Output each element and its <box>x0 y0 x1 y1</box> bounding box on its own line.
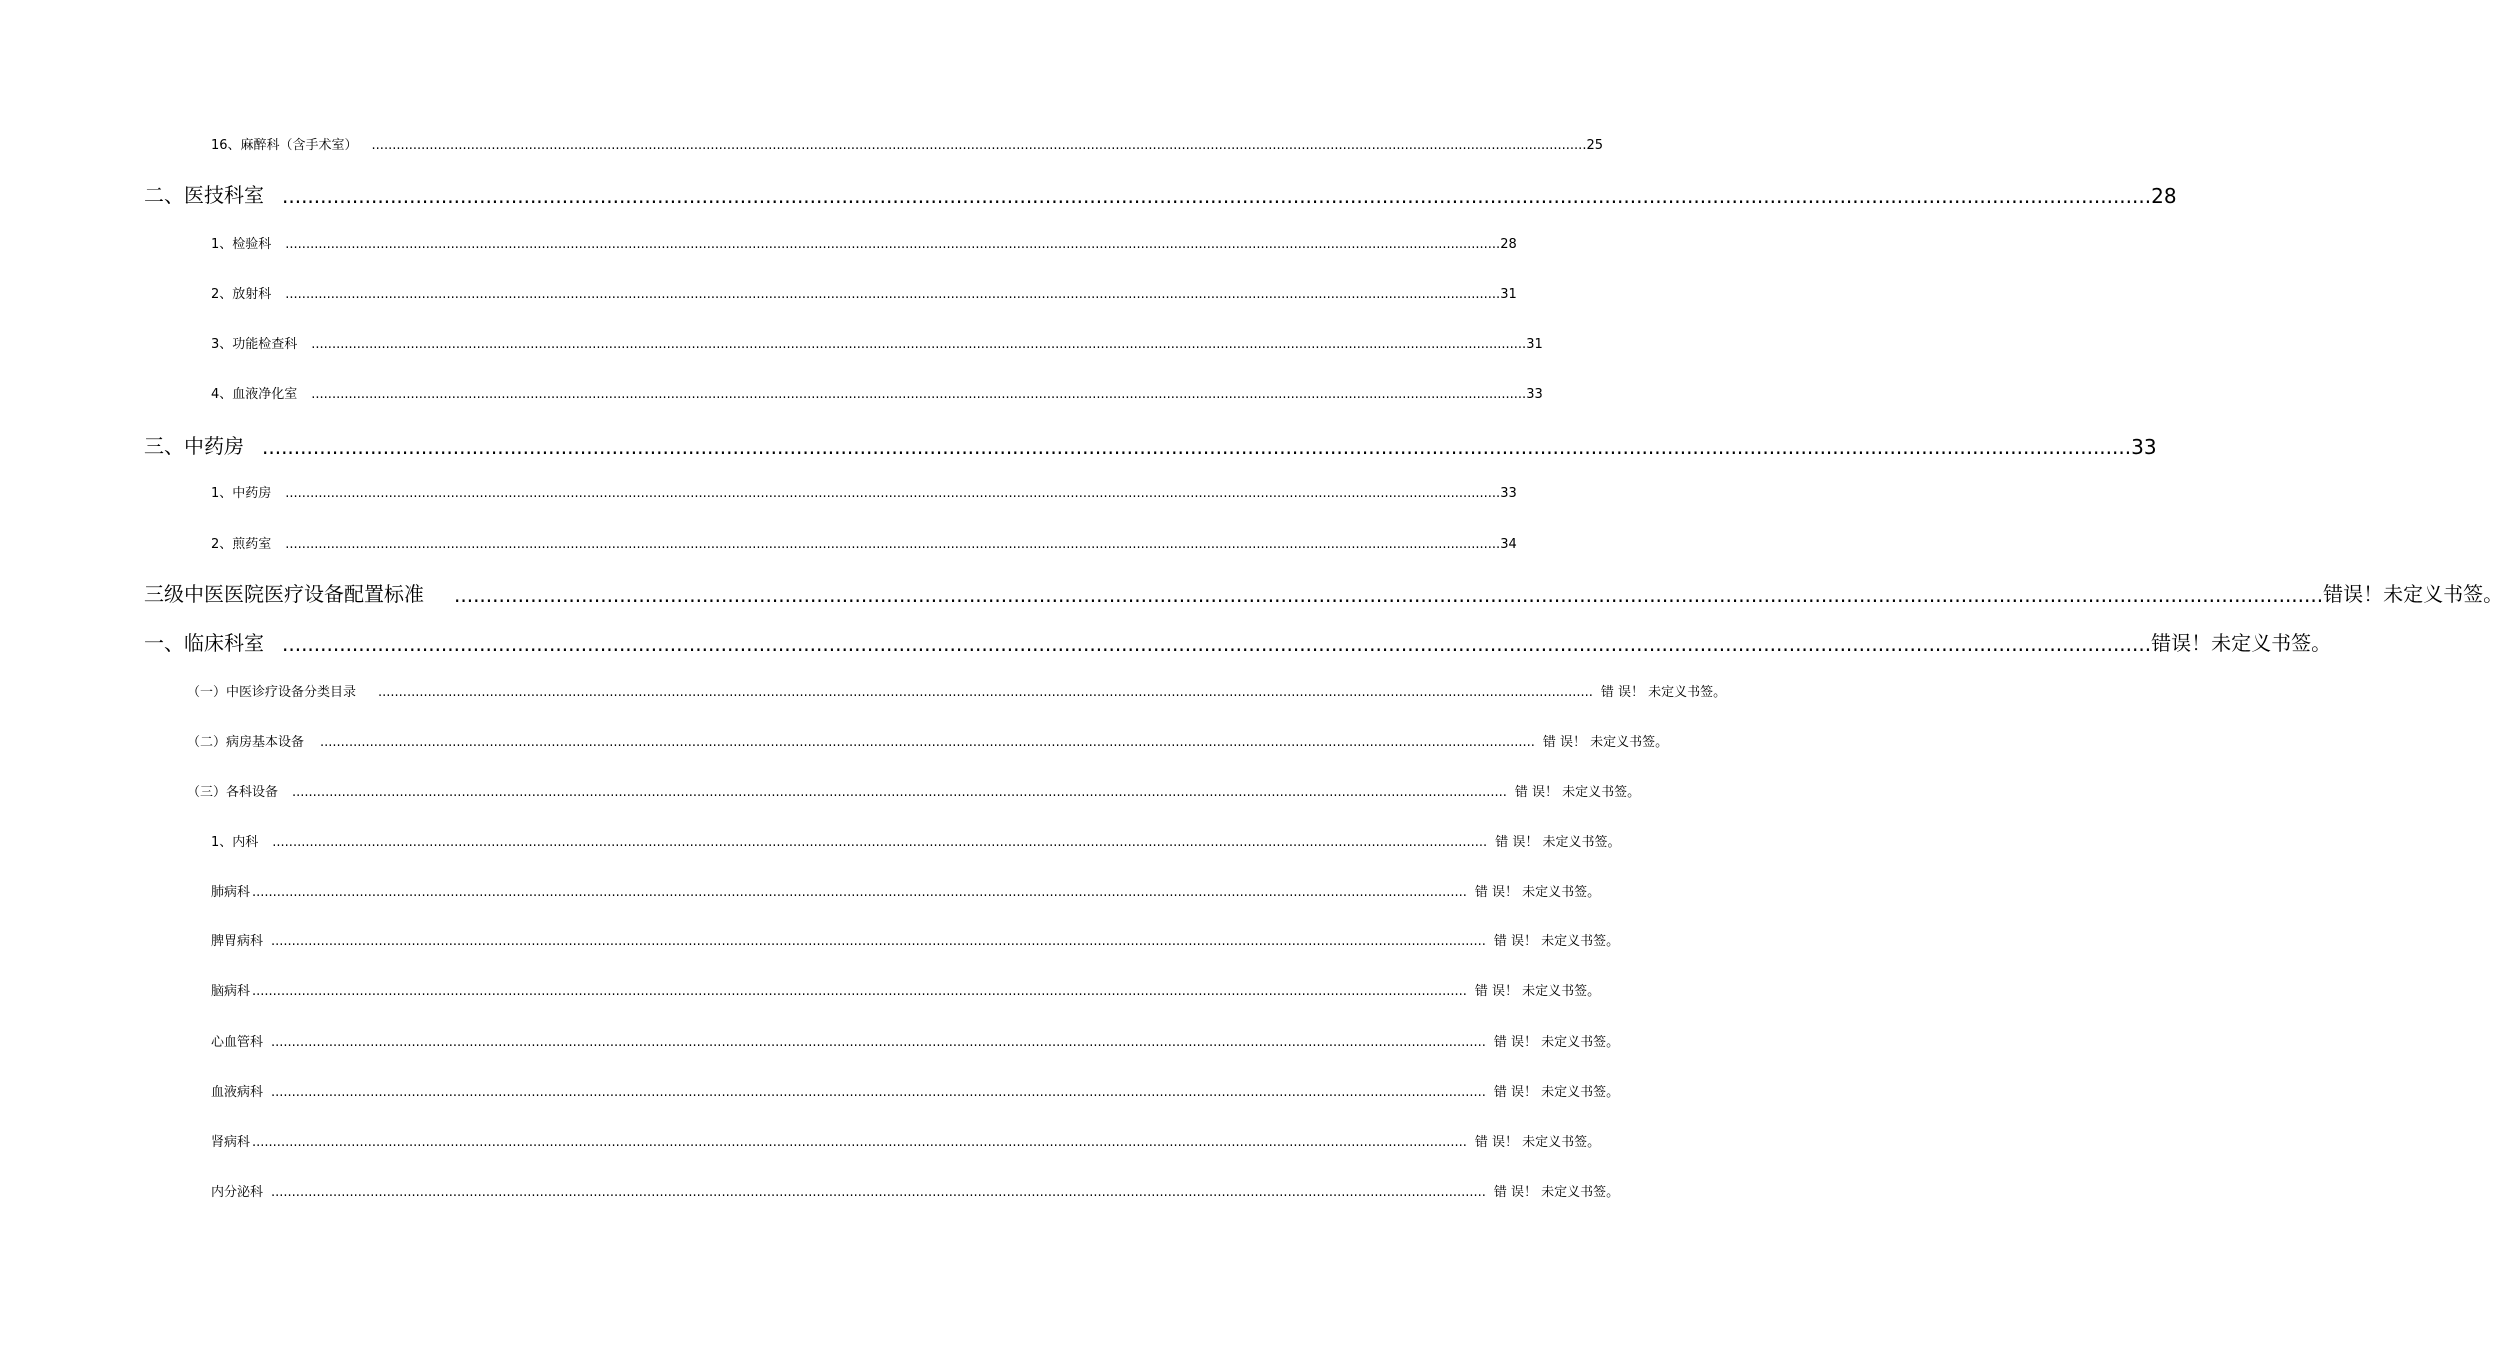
toc-entry-page: 错误！未定义书签。 <box>2323 582 2503 606</box>
toc-entry-label: 血液病科 <box>211 1085 264 1100</box>
toc-entry[interactable] <box>211 930 1620 949</box>
toc-entry-label: 1、内科 <box>211 835 259 850</box>
toc-entry-page: 错 误！ 未定义书签。 <box>1493 1085 1620 1100</box>
toc-leader-dots: ...................................................................................................................................................................................................................................................................................................... <box>271 934 1486 949</box>
toc-leader-dots: ...................................................................................................................................................................................................................................................................................................... <box>454 583 2324 607</box>
toc-entry-label: 三级中医医院医疗设备配置标准 <box>144 582 424 606</box>
toc-leader-dots: ...................................................................................................................................................................................................................................................................................................... <box>271 1185 1486 1200</box>
toc-entry-label: 1、中药房 <box>211 486 272 501</box>
toc-entry-page: 错 误！ 未定义书签。 <box>1474 1135 1601 1150</box>
toc-leader-dots: ...................................................................................................................................................................................................................................................................................................... <box>272 835 1488 850</box>
toc-entry[interactable] <box>211 1031 1620 1050</box>
toc-entry-label: 肾病科 <box>211 1135 251 1150</box>
toc-entry[interactable] <box>187 731 1669 750</box>
toc-entry-page: 错 误！ 未定义书签。 <box>1600 685 1727 700</box>
toc-leader-dots: ...................................................................................................................................................................................................................................................................................................... <box>252 885 1467 900</box>
toc-entry-label: 脑病科 <box>211 984 251 999</box>
toc-entry-label: （三）各科设备 <box>187 785 279 800</box>
toc-entry[interactable] <box>211 1131 1601 1150</box>
toc-entry-label: 4、血液净化室 <box>211 387 298 402</box>
toc-entry-page: 错误！未定义书签。 <box>2151 631 2332 655</box>
toc-entry-label: （一）中医诊疗设备分类目录 <box>187 685 357 700</box>
toc-entry-label: 一、临床科室 <box>144 631 264 655</box>
toc-entry-page: 错 误！ 未定义书签。 <box>1474 885 1601 900</box>
toc-leader-dots: ...................................................................................................................................................................................................................................................................................................... <box>285 486 1501 501</box>
toc-entry[interactable] <box>211 333 1543 352</box>
toc-entry-label: （二）病房基本设备 <box>187 735 305 750</box>
toc-entry-label: 1、检验科 <box>211 237 272 252</box>
toc-leader-dots: ...................................................................................................................................................................................................................................................................................................... <box>371 138 1587 153</box>
toc-entry-page: 31 <box>1526 337 1543 352</box>
toc-leader-dots: ...................................................................................................................................................................................................................................................................................................... <box>285 537 1501 552</box>
toc-entry[interactable] <box>211 831 1621 850</box>
toc-entry[interactable] <box>211 134 1603 153</box>
toc-leader-dots: ...................................................................................................................................................................................................................................................................................................... <box>282 184 2152 208</box>
toc-entry[interactable] <box>211 881 1601 900</box>
toc-leader-dots: ...................................................................................................................................................................................................................................................................................................... <box>311 387 1527 402</box>
toc-leader-dots: ...................................................................................................................................................................................................................................................................................................... <box>320 735 1535 750</box>
toc-entry-label: 内分泌科 <box>211 1185 264 1200</box>
toc-entry[interactable] <box>187 781 1641 800</box>
toc-leader-dots: ...................................................................................................................................................................................................................................................................................................... <box>262 435 2132 459</box>
toc-entry[interactable] <box>211 1081 1620 1100</box>
toc-entry-page: 31 <box>1500 287 1517 302</box>
toc-entry-label: 二、医技科室 <box>144 183 264 207</box>
toc-entry-label: 2、煎药室 <box>211 537 272 552</box>
toc-leader-dots: ...................................................................................................................................................................................................................................................................................................... <box>252 1135 1467 1150</box>
toc-entry-label: 心血管科 <box>211 1035 264 1050</box>
toc-entry[interactable] <box>211 283 1517 302</box>
toc-entry-page: 28 <box>1500 237 1517 252</box>
toc-leader-dots: ...................................................................................................................................................................................................................................................................................................... <box>285 287 1501 302</box>
toc-leader-dots: ...................................................................................................................................................................................................................................................................................................... <box>271 1085 1486 1100</box>
toc-entry[interactable] <box>211 980 1601 999</box>
toc-entry-page: 25 <box>1586 138 1603 153</box>
toc-entry[interactable] <box>187 681 1727 700</box>
toc-entry[interactable] <box>211 383 1543 402</box>
toc-entry-label: 脾胃病科 <box>211 934 264 949</box>
toc-entry-page: 33 <box>1500 486 1517 501</box>
toc-entry-page: 错 误！ 未定义书签。 <box>1493 1035 1620 1050</box>
toc-entry[interactable] <box>144 430 2157 459</box>
toc-entry-page: 错 误！ 未定义书签。 <box>1542 735 1669 750</box>
toc-entry-page: 33 <box>2131 435 2157 459</box>
toc-entry-label: 2、放射科 <box>211 287 272 302</box>
toc-entry-page: 错 误！ 未定义书签。 <box>1474 984 1601 999</box>
toc-leader-dots: ...................................................................................................................................................................................................................................................................................................... <box>292 785 1507 800</box>
toc-entry[interactable] <box>144 179 2177 208</box>
toc-entry[interactable] <box>211 482 1517 501</box>
toc-entry[interactable] <box>144 578 2503 607</box>
toc-entry[interactable] <box>144 627 2332 656</box>
toc-entry[interactable] <box>211 1181 1620 1200</box>
toc-entry-page: 33 <box>1526 387 1543 402</box>
toc-leader-dots: ...................................................................................................................................................................................................................................................................................................... <box>311 337 1527 352</box>
toc-entry-label: 3、功能检查科 <box>211 337 298 352</box>
toc-entry-page: 错 误！ 未定义书签。 <box>1514 785 1641 800</box>
toc-leader-dots: ...................................................................................................................................................................................................................................................................................................... <box>271 1035 1486 1050</box>
toc-entry-page: 28 <box>2151 184 2177 208</box>
toc-entry-label: 三、中药房 <box>144 434 244 458</box>
toc-leader-dots: ...................................................................................................................................................................................................................................................................................................... <box>282 632 2152 656</box>
toc-leader-dots: ...................................................................................................................................................................................................................................................................................................... <box>252 984 1467 999</box>
toc-entry-page: 错 误！ 未定义书签。 <box>1493 934 1620 949</box>
toc-leader-dots: ...................................................................................................................................................................................................................................................................................................... <box>378 685 1593 700</box>
toc-entry[interactable] <box>211 233 1517 252</box>
toc-entry[interactable] <box>211 533 1517 552</box>
toc-entry-label: 肺病科 <box>211 885 251 900</box>
toc-entry-label: 16、麻醉科（含手术室） <box>211 138 358 153</box>
toc-leader-dots: ...................................................................................................................................................................................................................................................................................................... <box>285 237 1501 252</box>
toc-entry-page: 34 <box>1500 537 1517 552</box>
toc-entry-page: 错 误！ 未定义书签。 <box>1495 835 1621 850</box>
toc-entry-page: 错 误！ 未定义书签。 <box>1493 1185 1620 1200</box>
